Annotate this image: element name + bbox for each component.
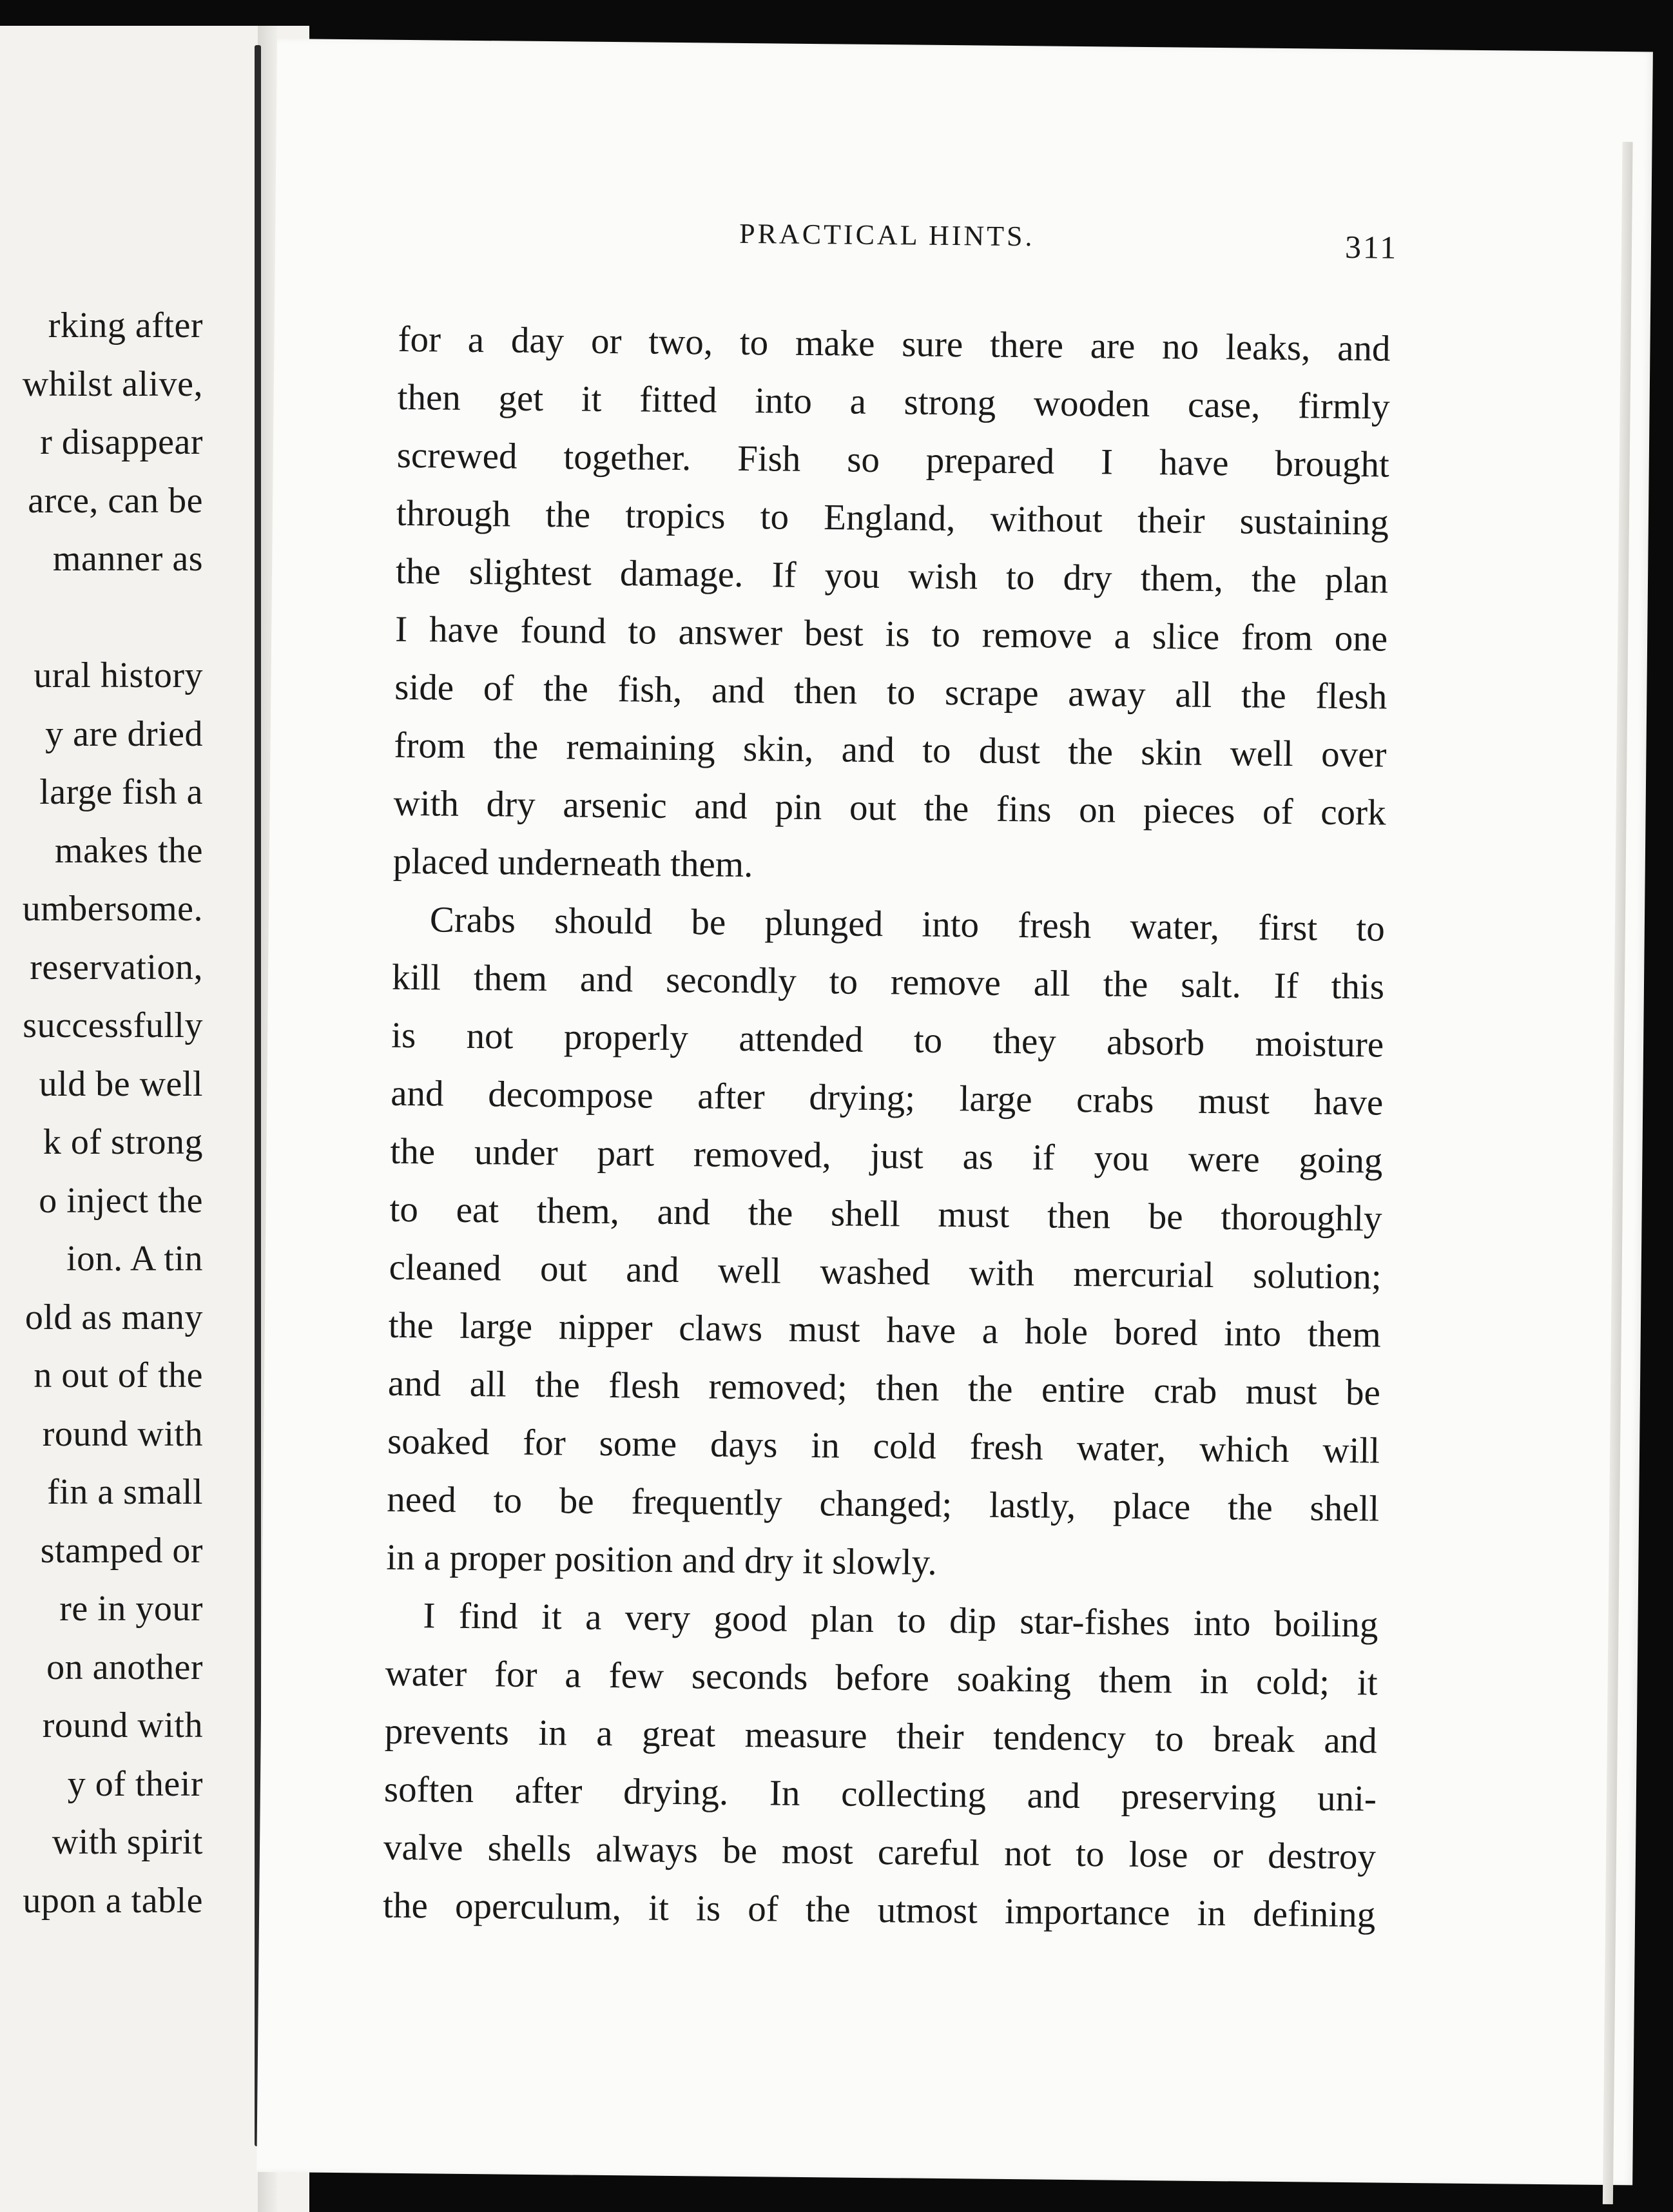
text-line: prevents in a great measure their tendency to break and — [384, 1711, 1378, 1761]
left-page-line: round with — [42, 1413, 203, 1454]
left-page-blank-line — [0, 588, 203, 647]
text-line: and all the flesh removed; then the entire crab must be — [387, 1363, 1381, 1413]
text-line: from the remaining skin, and to dust the skin well over — [394, 724, 1387, 775]
right-page — [256, 39, 1653, 2185]
left-page-line: upon a table — [23, 1880, 203, 1921]
text-line: and decompose after drying; large crabs must have — [390, 1072, 1384, 1123]
page-number: 311 — [1344, 228, 1398, 266]
left-page-line: round with — [42, 1705, 203, 1745]
left-page-line: r disappear — [40, 422, 203, 462]
left-page-line: y of their — [67, 1763, 203, 1804]
left-page-line: re in your — [59, 1589, 203, 1629]
text-line: with dry arsenic and pin out the fins on pieces of cork — [393, 782, 1386, 833]
text-line: the under part removed, just as if you were going — [390, 1130, 1383, 1181]
left-page-line: successfully — [23, 1005, 203, 1045]
left-page-line: arce, can be — [28, 480, 203, 521]
text-line: placed underneath them. — [392, 840, 753, 886]
text-line: in a proper position and dry it slowly. — [386, 1537, 938, 1583]
text-line: I find it a very good plan to dip star-fishes into boiling — [423, 1595, 1378, 1645]
left-page-line: manner as — [52, 539, 203, 579]
left-page-line: on another — [46, 1647, 203, 1687]
left-page-line: makes the — [55, 830, 203, 871]
left-page-line: ion. A tin — [66, 1239, 203, 1279]
left-page-line: with spirit — [52, 1822, 203, 1862]
left-page-line: old as many — [24, 1297, 203, 1337]
text-line: soaked for some days in cold fresh water, which will — [387, 1421, 1380, 1471]
text-line: soften after drying. In collecting and preserving uni- — [383, 1769, 1377, 1819]
page-edge-shadow — [1603, 142, 1633, 2204]
left-page-line: uld be well — [39, 1063, 203, 1104]
left-page-line: large fish a — [39, 772, 203, 812]
left-page-line: o inject the — [39, 1180, 203, 1221]
text-line: through the tropics to England, without their sustaining — [396, 492, 1389, 543]
left-page-line: ural history — [34, 655, 203, 695]
text-line: is not properly attended to they absorb moisture — [391, 1014, 1384, 1065]
body-text — [383, 311, 1391, 1945]
text-line: cleaned out and well washed with mercurial solution; — [389, 1247, 1382, 1297]
left-page-text — [0, 296, 203, 1930]
left-page-line: stamped or — [40, 1530, 203, 1571]
text-line: I have found to answer best is to remove a slice from one — [394, 608, 1388, 659]
text-line: screwed together. Fish so prepared I have brought — [396, 434, 1390, 485]
running-head: PRACTICAL HINTS. — [739, 217, 1035, 253]
left-page-line: k of strong — [43, 1122, 203, 1162]
left-page-line: reservation, — [30, 947, 203, 987]
left-page-line: whilst alive, — [22, 364, 203, 404]
text-line: side of the fish, and then to scrape away all the flesh — [394, 666, 1388, 717]
text-line: Crabs should be plunged into fresh water, first to — [429, 899, 1386, 949]
text-line: water for a few seconds before soaking them in cold; it — [385, 1653, 1378, 1703]
text-line: the large nipper claws must have a hole bored into them — [388, 1305, 1382, 1355]
text-line: then get it fitted into a strong wooden case, firmly — [397, 376, 1390, 427]
left-page-line: rking after — [48, 306, 203, 345]
left-page-line: y are dried — [45, 713, 203, 754]
paragraph — [386, 891, 1385, 1596]
text-line: kill them and secondly to remove all the salt. If this — [391, 956, 1385, 1007]
paragraph — [383, 1587, 1378, 1945]
left-page-line: fin a small — [47, 1472, 203, 1512]
text-line: valve shells always be most careful not to lose or destroy — [383, 1827, 1377, 1877]
text-line: to eat them, and the shell must then be thoroughly — [389, 1188, 1382, 1239]
text-line: need to be frequently changed; lastly, place the shell — [386, 1479, 1380, 1529]
left-page-line: n out of the — [34, 1355, 203, 1395]
paragraph — [392, 311, 1391, 900]
text-line: the slightest damage. If you wish to dry them, the plan — [395, 550, 1389, 601]
text-line: the operculum, it is of the utmost importance in defining — [382, 1885, 1376, 1936]
text-line: for a day or two, to make sure there are no leaks, and — [398, 318, 1391, 369]
left-page-line: umbersome. — [22, 889, 203, 929]
